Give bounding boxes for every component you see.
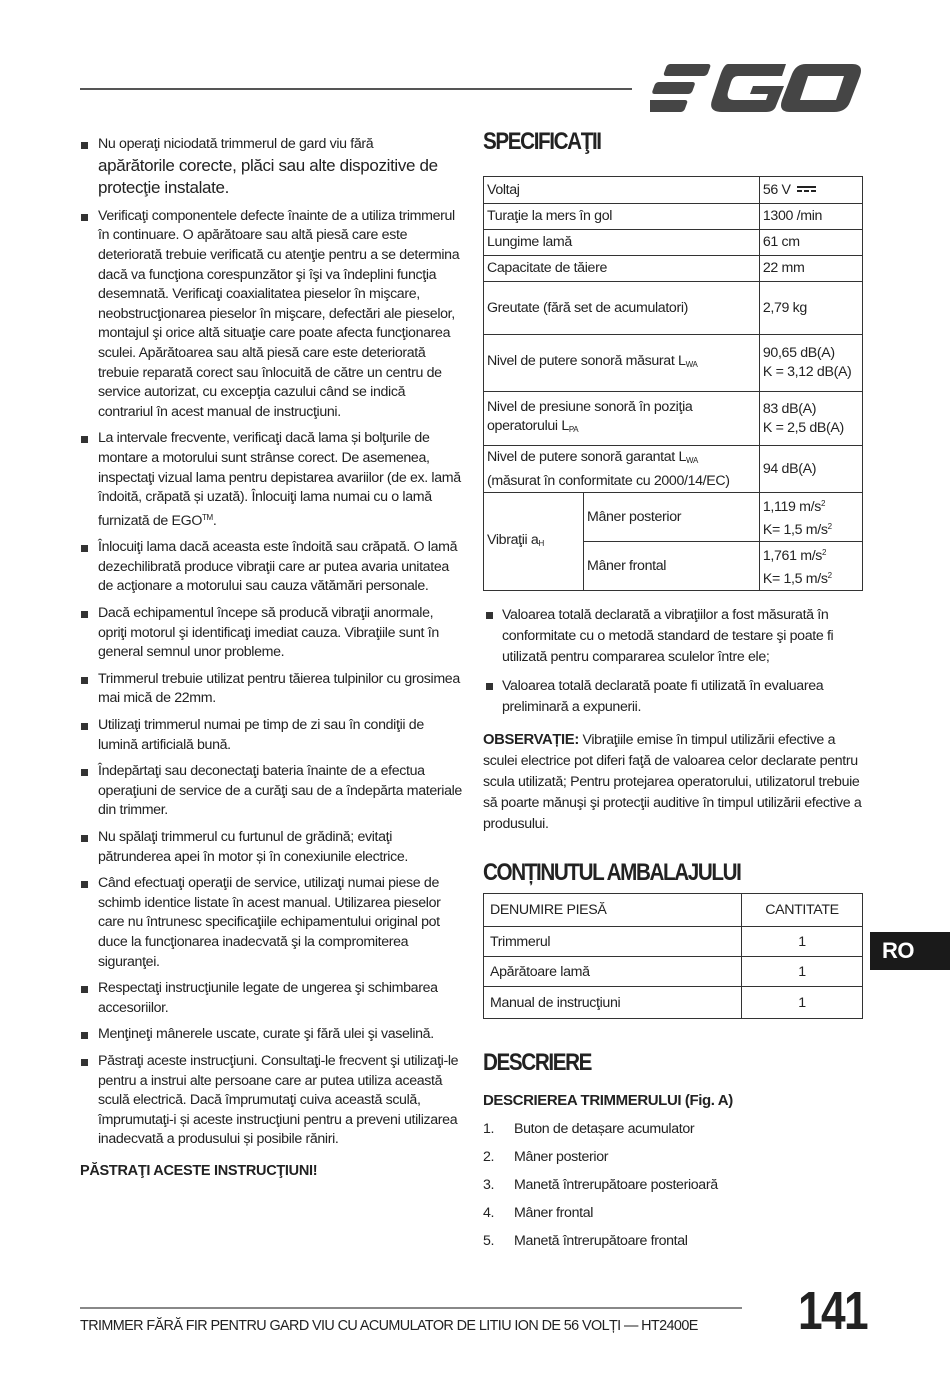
table-row: Lungime lamă 61 cm xyxy=(484,230,863,256)
specs-heading: SPECIFICAŢII xyxy=(483,128,601,155)
observation-note: OBSERVAȚIE: Vibraţiile emise în timpul utilizării efective a sculei electrice pot diferi faţă de valoarea celor declarate pentru scula utilizată; Pentru protejarea operatorului, utilizatorul trebuie să poarte mănuşi şi protecţii auditive în timpul utilizării efective a produsului. xyxy=(483,732,862,832)
list-item: Dacă echipamentul începe să producă vibraţii anormale, opriţi motorul şi identificaţi imediat cauza. Vibraţiile sunt în general semnul unor probleme. xyxy=(80,604,462,663)
language-tab: RO xyxy=(870,932,950,970)
list-item: 4. Mâner frontal xyxy=(483,1205,594,1221)
table-row: Nivel de presiune sonoră în poziţia operatorului $L_{PA}$ 83 dB(A) K = 2,5 dB(A) xyxy=(484,392,863,446)
list-item: Păstraţi aceste instrucţiuni. Consultaţi-le frecvent şi utilizaţi-le pentru a instrui alte persoane care ar putea utiliza această sculă electrică. Dacă împrumutaţi cuiva această sculă, împrumutaţi-i și aceste instrucţiuni pentru a preveni utilizarea inadecvată a produsului și posibile răniri. xyxy=(80,1052,462,1150)
table-row: Voltaj 56 V xyxy=(484,177,863,204)
list-item: Nu spălaţi trimmerul cu furtunul de grădină; evitaţi pătrunderea apei în motor și în conexiunile electrice. xyxy=(80,828,462,867)
table-row: Trimmerul 1 xyxy=(484,927,863,957)
package-heading: CONȚINUTUL AMBALAJULUI xyxy=(483,859,741,886)
package-table xyxy=(483,893,863,1019)
right-column xyxy=(483,128,863,1259)
direct-current-icon xyxy=(797,186,816,193)
page-number: 141 xyxy=(798,1281,867,1341)
table-row: Mâner frontal 1,761 $m/s^2$ K= 1,5 $m/s^2$ xyxy=(484,542,863,591)
keep-instructions-heading: PĂSTRAŢI ACESTE INSTRUCŢIUNI! xyxy=(80,1162,318,1179)
table-row: Capacitate de tăiere 22 mm xyxy=(484,256,863,282)
table-row: Nivel de putere sonoră garantat $L_{WA}$ (măsurat în conformitate cu 2000/14/EC) 94 dB(A) xyxy=(484,446,863,493)
list-item: Nu operaţi niciodată trimmerul de gard viu fără apărătorile corecte, plăci sau alte dispozitive de protecţie instalate. xyxy=(80,135,462,200)
table-row: Vibraţii $a_H$ Mâner posterior 1,119 $m/s^2$ K= 1,5 $m/s^2$ xyxy=(484,493,863,542)
table-row: Greutate (fără set de acumulatori) 2,79 kg xyxy=(484,282,863,335)
list-item: Îndepărtaţi sau deconectaţi bateria înainte de a efectua operaţiuni de service de a curăţi sau de a îndepărta materiale din trimmer. xyxy=(80,762,462,821)
list-item: 1. Buton de detașare acumulator xyxy=(483,1121,695,1137)
list-item: Utilizaţi trimmerul numai pe timp de zi sau în condiţii de lumină artificială bună. xyxy=(80,716,462,755)
safety-instructions xyxy=(80,135,462,1182)
list-item: La intervale frecvente, verificaţi dacă lama și bolţurile de montare a motorului sunt strânse corect. De asemenea, inspectaţi vizual lama pentru depistarea avariilor (de ex. lamă îndoită, crăpată și uzată). Înlocuiţi lama numai cu o lamă furnizată de EGO™. xyxy=(80,429,462,531)
list-item: 3. Manetă întrerupătoare posterioară xyxy=(483,1177,718,1193)
ego-logo xyxy=(650,62,862,114)
list-item: Valoarea totală declarată poate fi utilizată în evaluarea preliminară a expunerii. xyxy=(483,676,863,718)
vibration-notes xyxy=(483,605,863,718)
table-row: Apărătoare lamă 1 xyxy=(484,957,863,987)
description-list xyxy=(483,1119,863,1251)
table-row: Turaţie la mers în gol 1300 /min xyxy=(484,204,863,230)
description-heading: DESCRIERE xyxy=(483,1049,592,1076)
list-item: Respectaţi instrucţiunile legate de ungerea şi schimbarea accesoriilor. xyxy=(80,979,462,1018)
list-item: Înlocuiţi lama dacă aceasta este îndoită sau crăpată. O lamă dezechilibrată produce vibraţii care ar putea avaria unitatea de acţionare a motorului sau cauza vătămări personale. xyxy=(80,538,462,597)
table-row: Manual de instrucţiuni 1 xyxy=(484,987,863,1019)
list-item: Valoarea totală declarată a vibraţiilor a fost măsurată în conformitate cu o metodă standard de testare şi poate fi utilizată pentru compararea sculelor între ele; xyxy=(483,605,863,668)
table-row: DENUMIRE PIESĂ CANTITATE xyxy=(484,894,863,927)
header-rule xyxy=(80,88,632,90)
table-row: Nivel de putere sonoră măsurat $L_{WA}$ 90,65 dB(A) K = 3,12 dB(A) xyxy=(484,335,863,392)
list-item: Verificaţi componentele defecte înainte de a utiliza trimmerul în continuare. O apărătoare sau altă piesă care este deteriorată trebuie verificată cu atenţie pentru a se determina dacă va funcţiona corespunzător şi îşi va îndeplini funcţia desemnată. Verificaţi coaxialitatea pieselor în mişcare, neobstrucţionarea pieselor în mişcare, defectări ale pieselor, montajul şi orice altă situaţie care poate afecta funcţionarea sculei. Apărătoarea sau altă piesă care este deteriorată trebuie reparată corect sau înlocuită de către un centru de service autorizat, cu excepţia cazului când se indică contrariul în acest manual de instrucţiuni. xyxy=(80,207,462,423)
specs-table xyxy=(483,176,863,591)
list-item: 5. Manetă întrerupătoare frontal xyxy=(483,1233,688,1249)
list-item: 2. Mâner posterior xyxy=(483,1149,609,1165)
footer-title: TRIMMER FĂRĂ FIR PENTRU GARD VIU CU ACUMULATOR DE LITIU ION DE 56 VOLȚI — HT2400E xyxy=(80,1318,698,1334)
description-subheading: DESCRIEREA TRIMMERULUI (Fig. A) xyxy=(483,1092,733,1109)
footer-rule xyxy=(80,1307,742,1309)
list-item: Când efectuaţi operaţii de service, utilizaţi numai piese de schimb identice listate în acest manual. Utilizarea pieselor care nu întrunesc specificaţiile echipamentului original pot duce la funcţionarea inadecvată şi la compromiterea siguranţei. xyxy=(80,874,462,972)
list-item: Trimmerul trebuie utilizat pentru tăierea tulpinilor cu grosimea mai mică de 22mm. xyxy=(80,670,462,709)
list-item: Menţineţi mânerele uscate, curate şi fără ulei şi vaselină. xyxy=(80,1025,462,1045)
